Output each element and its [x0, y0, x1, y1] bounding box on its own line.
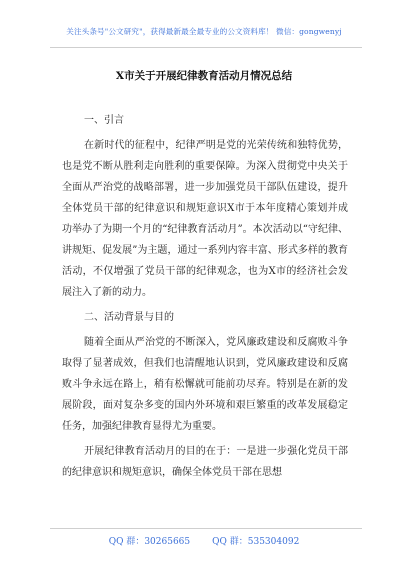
paragraph-introduction: 在新时代的征程中，纪律严明是党的光荣传统和独特优势，也是党不断从胜利走向胜利的重要保障。为深入贯彻党中央关于全面从严治党的战略部署，进一步加强党员干部队伍建设，提升全体党员干部的纪律意识和规矩意识X市于本年度精心策划并成功举办了为期一个月的“纪律教育活动月”。本次活动以“守纪律、讲规矩、促发展”为主题，通过一系列内容丰富、形式多样的教育活动，不仅增强了党员干部的纪律观念，也为X市的经济社会发展注入了新的动力。 — [62, 140, 348, 298]
document-title: X市关于开展纪律教育活动月情况总结 — [115, 70, 293, 82]
header-banner: 关注头条号"公文研究"，获得最新最全最专业的公文资料库！ 微信：gongwenyj — [66, 27, 342, 36]
footer-qq-group-1: QQ 群：30265665 — [108, 537, 191, 547]
header-divider — [50, 47, 362, 48]
paragraph-background: 随着全面从严治党的不断深入，党风廉政建设和反腐败斗争取得了显著成效，但我们也清醒地认识到，党风廉政建设和反腐败斗争永远在路上，稍有松懈就可能前功尽弃。特别是在新的发展阶段，面对复杂多变的国内外环境和艰巨繁重的改革发展稳定任务，加强纪律教育显得尤为重要。 — [62, 337, 348, 432]
document-body — [62, 110, 348, 487]
section-heading-introduction: 一、引言 — [84, 115, 124, 126]
footer-divider — [50, 528, 362, 529]
paragraph-purpose: 开展纪律教育活动月的目的在于：一是进一步强化党员干部的纪律意识和规矩意识，确保全体党员干部在思想 — [62, 446, 348, 478]
footer — [0, 534, 408, 547]
footer-qq-group-2: QQ 群：535304092 — [212, 537, 300, 547]
section-heading-background: 二、活动背景与目的 — [84, 312, 174, 323]
